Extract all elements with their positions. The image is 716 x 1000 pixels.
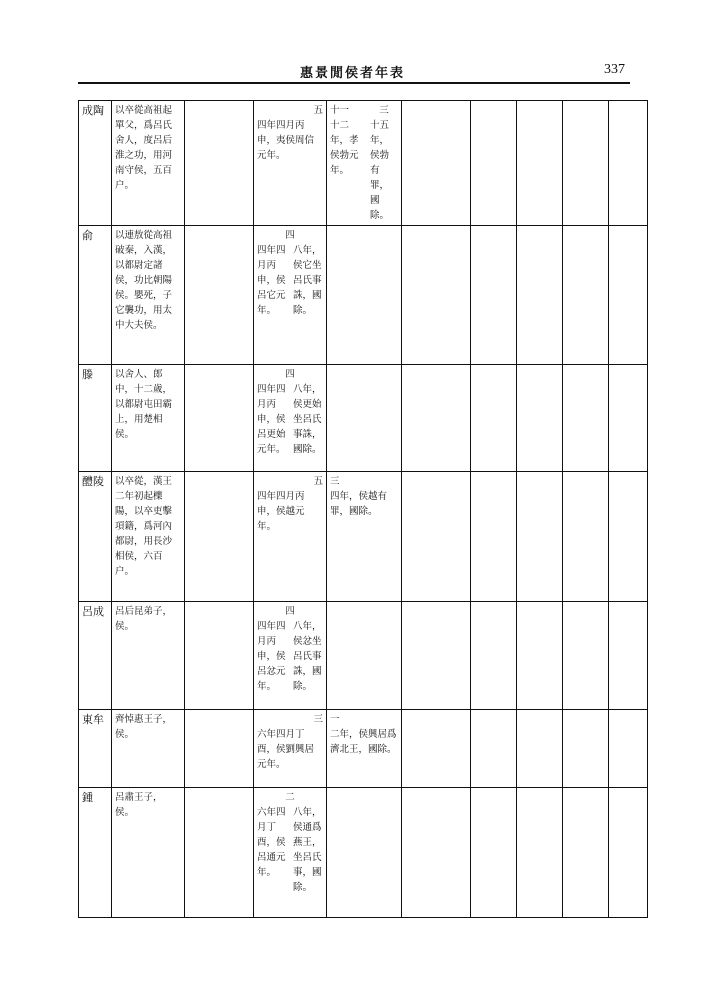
merit-note: 以舍人、郎中，十二歲，以都尉屯田霸上，用楚相侯。 <box>112 365 185 472</box>
reign-year-count: 四 <box>285 369 295 380</box>
year-count: 三 <box>379 105 389 116</box>
empty-cell <box>609 710 648 788</box>
fief-name: 醴陵 <box>79 472 112 602</box>
empty-cell <box>517 710 563 788</box>
reign-entry: 六年四月丁酉，侯呂通元年。 <box>257 807 286 878</box>
empty-cell <box>563 226 609 365</box>
merit-note: 齊悼惠王子，侯。 <box>112 710 185 788</box>
empty-cell <box>609 602 648 710</box>
empty-cell <box>563 472 609 602</box>
empty-cell <box>517 226 563 365</box>
entry: 四年，侯越有罪，國除。 <box>330 491 388 517</box>
empty-cell <box>563 365 609 472</box>
next-cell <box>327 101 402 226</box>
reign-cell <box>254 602 327 710</box>
empty-cell <box>402 602 471 710</box>
reign-year-count: 四 <box>285 606 295 617</box>
reign-cell <box>254 226 327 365</box>
reign-year-count: 二 <box>285 792 295 803</box>
empty-cell <box>327 788 402 918</box>
year-count: 一 <box>330 714 340 725</box>
empty-cell <box>402 101 471 226</box>
gaozu-cell <box>185 602 254 710</box>
merit-note: 以卒從高祖起單父，爲呂氏舍人，度呂后淮之功，用河南守侯，五百户。 <box>112 101 185 226</box>
next-cell <box>327 710 402 788</box>
table-row <box>79 602 648 710</box>
gaozu-cell <box>185 710 254 788</box>
table-row <box>79 365 648 472</box>
empty-cell <box>327 365 402 472</box>
empty-cell <box>517 472 563 602</box>
gaozu-cell <box>185 472 254 602</box>
header-rule <box>78 82 630 84</box>
entry: 十二年，孝侯勃元年。 <box>330 120 359 176</box>
year-count: 三 <box>330 476 340 487</box>
reign-cell <box>254 472 327 602</box>
empty-cell <box>471 602 517 710</box>
empty-cell <box>402 365 471 472</box>
reign-entry: 六年四月丁酉，侯劉興居元年。 <box>257 729 315 770</box>
reign-year-count: 四 <box>285 230 295 241</box>
reign-entry: 八年，侯更始坐呂氏事誅，國除。 <box>293 384 322 455</box>
marquis-table <box>78 100 648 918</box>
empty-cell <box>609 365 648 472</box>
merit-note: 以卒從，漢王二年初起櫟陽，以卒吏擊項籍，爲河內都尉，用長沙相侯，六百户。 <box>112 472 185 602</box>
table-row <box>79 788 648 918</box>
year-count: 十一 <box>330 105 350 116</box>
empty-cell <box>471 365 517 472</box>
entry: 十五年，侯勃有罪，國除。 <box>370 120 390 221</box>
reign-year-count: 三 <box>313 714 323 725</box>
reign-cell <box>254 710 327 788</box>
fief-name: 成陶 <box>79 101 112 226</box>
table-row <box>79 472 648 602</box>
empty-cell <box>471 101 517 226</box>
empty-cell <box>517 788 563 918</box>
empty-cell <box>402 472 471 602</box>
table-row <box>79 101 648 226</box>
empty-cell <box>471 226 517 365</box>
reign-entry: 四年四月丙申，侯呂它元年。 <box>257 245 286 316</box>
gaozu-cell <box>185 101 254 226</box>
gaozu-cell <box>185 788 254 918</box>
merit-note: 以連敖從高祖破秦，入漢，以都尉定諸侯，功比朝陽侯。嬰死，子它襲功，用太中大夫侯。 <box>112 226 185 365</box>
empty-cell <box>609 226 648 365</box>
reign-entry: 八年，侯它坐呂氏事誅，國除。 <box>293 245 322 316</box>
empty-cell <box>471 788 517 918</box>
gaozu-cell <box>185 365 254 472</box>
reign-entry: 八年，侯忿坐呂氏事誅，國除。 <box>293 621 322 692</box>
fief-name: 滕 <box>79 365 112 472</box>
empty-cell <box>402 710 471 788</box>
empty-cell <box>563 101 609 226</box>
reign-entry: 八年，侯通爲燕王，坐呂氏事，國除。 <box>293 807 322 893</box>
table-row <box>79 226 648 365</box>
page-number: 337 <box>604 62 625 77</box>
empty-cell <box>402 226 471 365</box>
reign-year-count: 五 <box>313 476 323 487</box>
gaozu-cell <box>185 226 254 365</box>
fief-name: 俞 <box>79 226 112 365</box>
reign-entry: 四年四月丙申，侯越元年。 <box>257 491 305 532</box>
empty-cell <box>471 472 517 602</box>
empty-cell <box>327 602 402 710</box>
fief-name: 呂成 <box>79 602 112 710</box>
merit-note: 呂后昆弟子，侯。 <box>112 602 185 710</box>
empty-cell <box>471 710 517 788</box>
reign-entry: 四年四月丙申，侯呂忿元年。 <box>257 621 286 692</box>
reign-cell <box>254 788 327 918</box>
fief-name: 鍾 <box>79 788 112 918</box>
running-head-title: 惠景閒侯者年表 <box>300 66 406 81</box>
empty-cell <box>517 101 563 226</box>
empty-cell <box>402 788 471 918</box>
empty-cell <box>609 472 648 602</box>
empty-cell <box>327 226 402 365</box>
empty-cell <box>609 101 648 226</box>
reign-entry: 四年四月丙申，夷侯周信元年。 <box>257 120 315 161</box>
reign-year-count: 五 <box>313 105 323 116</box>
empty-cell <box>563 710 609 788</box>
empty-cell <box>563 602 609 710</box>
entry: 二年，侯興居爲濟北王，國除。 <box>330 729 397 755</box>
fief-name: 東牟 <box>79 710 112 788</box>
empty-cell <box>517 365 563 472</box>
merit-note: 呂肅王子，侯。 <box>112 788 185 918</box>
empty-cell <box>609 788 648 918</box>
reign-cell <box>254 101 327 226</box>
reign-cell <box>254 365 327 472</box>
reign-entry: 四年四月丙申，侯呂更始元年。 <box>257 384 286 455</box>
empty-cell <box>563 788 609 918</box>
empty-cell <box>517 602 563 710</box>
next-cell <box>327 472 402 602</box>
table-row <box>79 710 648 788</box>
